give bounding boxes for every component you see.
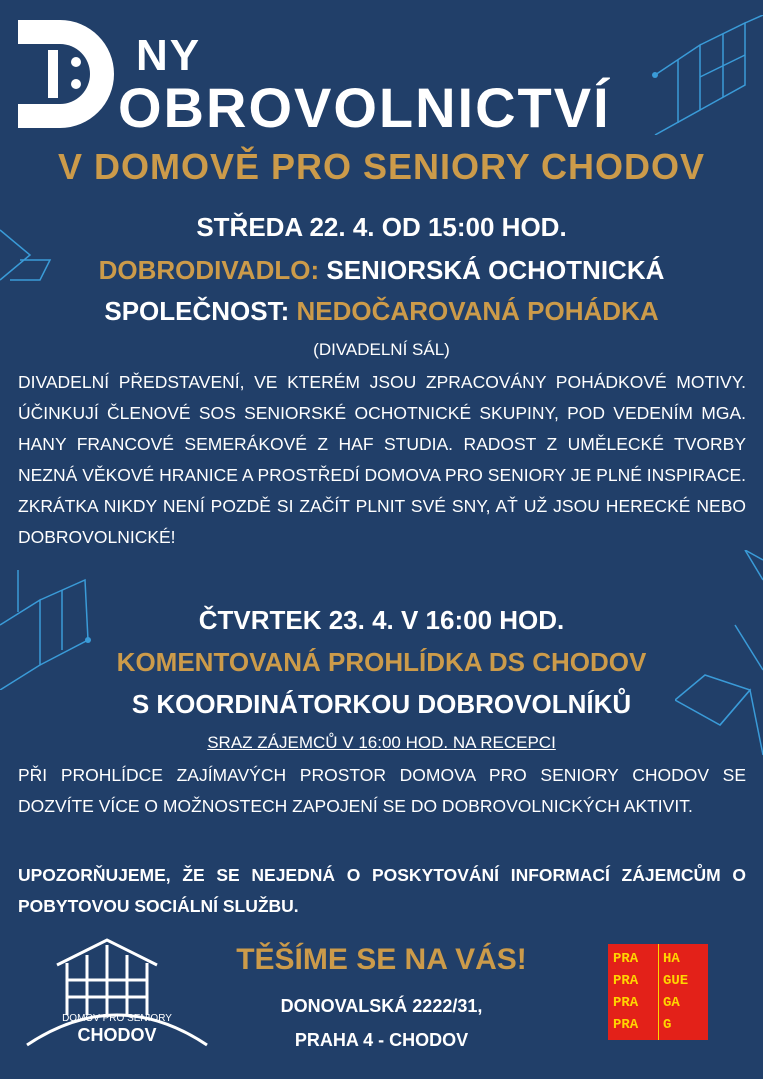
dny-dobrovolnictvi-logo — [18, 20, 118, 133]
praha-right-1: HA — [663, 951, 680, 967]
event2-paragraph: PŘI PROHLÍDCE ZAJÍMAVÝCH PROSTOR DOMOVA PRO SENIORY CHODOV SE DOZVÍTE VÍCE O MOŽNOSTECH ZAPOJENÍ SE DO DOBROVOLNICKÝCH AKTIVIT. — [18, 765, 746, 816]
praha-left-column — [608, 944, 658, 1040]
event1-title2-gold: NEDOČAROVANÁ POHÁDKA — [296, 296, 659, 326]
event1-location: (DIVADELNÍ SÁL) — [313, 340, 450, 359]
event2-title-white: S KOORDINÁTORKOU DOBROVOLNÍKŮ — [131, 689, 632, 719]
praha-left-3: PRA — [613, 995, 639, 1011]
title-dobrovolnictvi: OBROVOLNICTVÍ — [118, 76, 611, 139]
address-line2: PRAHA 4 - CHODOV — [294, 1030, 469, 1050]
subtitle: V DOMOVĚ PRO SENIORY CHODOV — [57, 146, 706, 187]
event1-title-line2 — [0, 296, 763, 327]
praha-right-2: GUE — [663, 973, 689, 989]
event1-title2-white: SPOLEČNOST: — [104, 296, 290, 326]
event1-title-gold: DOBRODIVADLO: — [98, 255, 320, 285]
logo-small-text: DOMOV PRO SENIORY — [62, 1013, 172, 1024]
praha-right-column — [658, 944, 708, 1040]
header — [18, 20, 758, 140]
event1-date: STŘEDA 22. 4. OD 15:00 HOD. — [196, 212, 567, 242]
event1-title-line1 — [0, 255, 763, 286]
praha-divider — [658, 944, 659, 1040]
title-ny: NY — [136, 31, 202, 80]
event1-paragraph: DIVADELNÍ PŘEDSTAVENÍ, VE KTERÉM JSOU ZPRACOVÁNY POHÁDKOVÉ MOTIVY. ÚČINKUJÍ ČLENOVÉ SOS SENIORSKÉ OCHOTNICKÉ SKUPINY, POD VEDENÍM MGA. HANY FRANCOVÉ SEMERÁKOVÉ Z HAF STUDIA. RADOST Z UMĚLECKÉ TVORBY NEZNÁ VĚKOVÉ HRANICE A PROSTŘEDÍ DOMOVA PRO SENIORY JE PLNÉ INSPIRACE. ZKRÁTKA NIKDY NENÍ POZDĚ SI ZAČÍT PLNIT SVÉ SNY, AŤ UŽ JSOU HERECKÉ NEBO DOBROVOLNICKÉ! — [18, 372, 746, 547]
praha-right-3: GA — [663, 995, 680, 1011]
praha-left-1: PRA — [613, 951, 639, 967]
praha-right-4: G — [663, 1017, 672, 1033]
address-line1: DONOVALSKÁ 2222/31, — [280, 996, 483, 1016]
praha-logo — [608, 944, 708, 1040]
event1-title-white: SENIORSKÁ OCHOTNICKÁ — [326, 255, 665, 285]
praha-left-2: PRA — [613, 973, 639, 989]
event2-meeting: SRAZ ZÁJEMCŮ V 16:00 HOD. NA RECEPCI — [207, 733, 556, 752]
logo-d-icon — [18, 20, 118, 128]
event2-date: ČTVRTEK 23. 4. V 16:00 HOD. — [198, 605, 565, 635]
praha-left-4: PRA — [613, 1017, 639, 1033]
greeting: TĚŠÍME SE NA VÁS! — [236, 943, 527, 976]
logo-big-text: CHODOV — [77, 1025, 157, 1045]
event2-notice: UPOZORŇUJEME, ŽE SE NEJEDNÁ O POSKYTOVÁNÍ INFORMACÍ ZÁJEMCŮM O POBYTOVOU SOCIÁLNÍ SLUŽBU. — [18, 865, 746, 916]
event2-title-gold: KOMENTOVANÁ PROHLÍDKA DS CHODOV — [116, 647, 647, 677]
